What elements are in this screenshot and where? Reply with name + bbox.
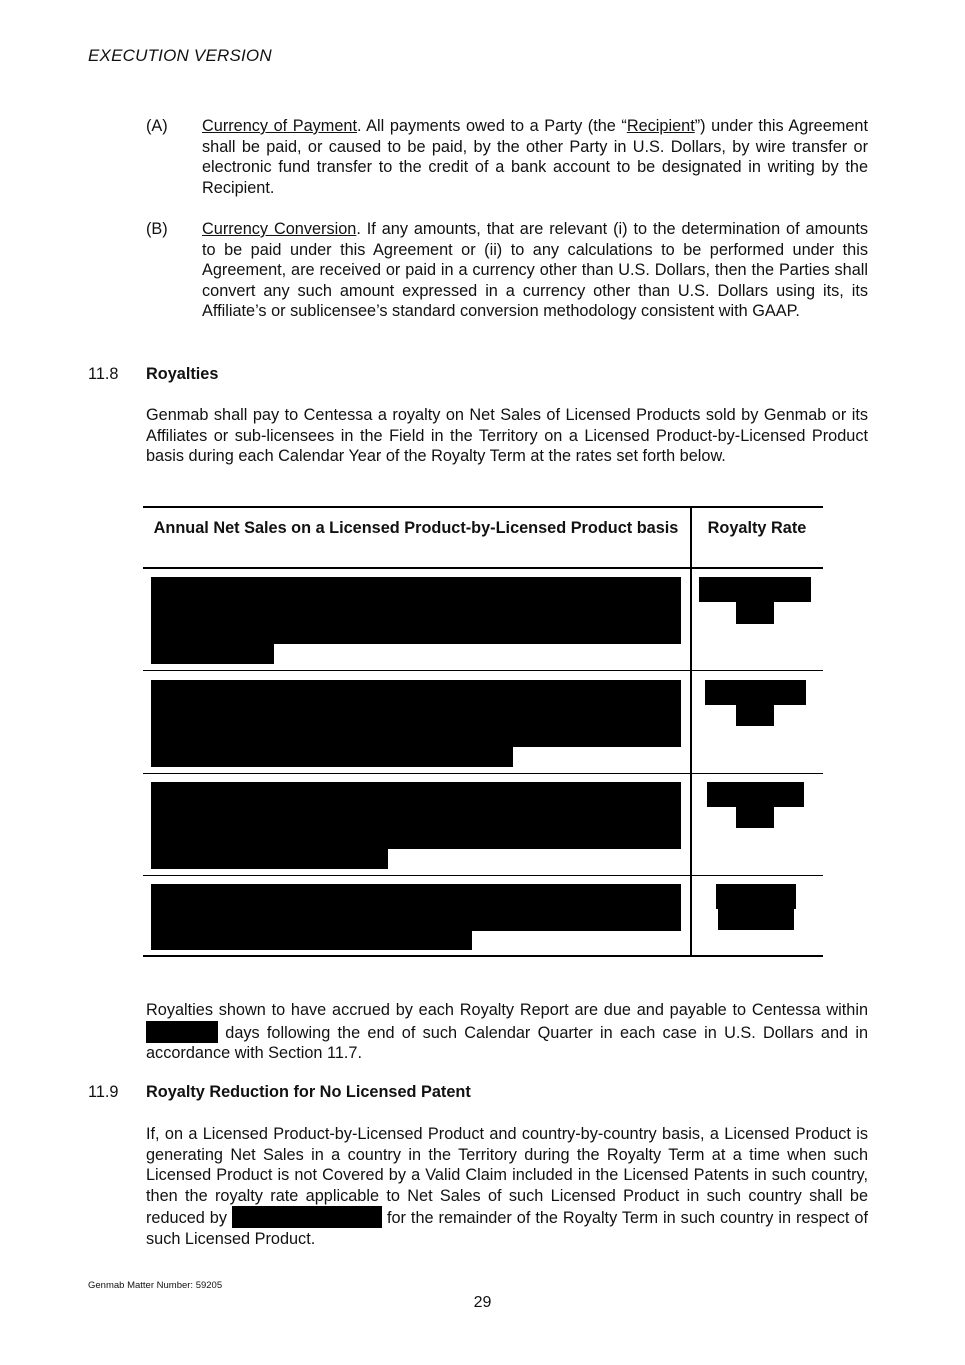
- redacted-royalty-rate: [736, 602, 774, 624]
- section-11-9-text-1: If, on a Licensed Product-by-Licensed Product and country-by-country basis, a Licensed Product is generating Net Sales in a country in the Territory during the Royalty Term at a time when such Licensed Product is not Covered by a Valid Claim included in the Licensed Patents in such country, then the royalty rate applicable to Net Sales of such Licensed Product in such country shall be reduced by: [146, 1125, 868, 1228]
- section-11-8-number: 11.8: [88, 365, 119, 383]
- table-header-net-sales: Annual Net Sales on a Licensed Product-by-Licensed Product basis: [153, 519, 679, 537]
- redacted-royalty-rate: [716, 884, 796, 909]
- redacted-net-sales-tier: [151, 931, 472, 950]
- redacted-reduction-amount: [232, 1206, 382, 1228]
- redacted-royalty-rate: [736, 705, 774, 726]
- table-column-divider: [690, 506, 692, 957]
- matter-number-footer: Genmab Matter Number: 59205: [88, 1280, 223, 1291]
- section-11-9-text-2: for the remainder of the Royalty Term in such country in respect of such Licensed Product.: [146, 1209, 868, 1248]
- redacted-net-sales-tier: [151, 577, 681, 644]
- redacted-net-sales-tier: [151, 747, 513, 767]
- redacted-royalty-rate: [705, 680, 806, 705]
- royalty-payment-paragraph: [146, 1000, 868, 1064]
- section-11-8-title: Royalties: [146, 365, 219, 383]
- page-number: 29: [473, 1294, 492, 1311]
- section-b-label: (B): [146, 220, 168, 238]
- table-row-rule: [143, 875, 823, 876]
- redacted-royalty-rate: [699, 577, 811, 602]
- section-b-paragraph: [202, 219, 868, 322]
- table-bottom-rule: [143, 955, 823, 957]
- section-b-title: Currency Conversion: [202, 220, 357, 238]
- redacted-royalty-rate: [707, 782, 804, 807]
- section-11-9-number: 11.9: [88, 1083, 119, 1101]
- document-version-header: EXECUTION VERSION: [88, 46, 272, 65]
- section-a-text-1: . All payments owed to a Party (the “: [357, 117, 627, 135]
- section-b-text: . If any amounts, that are relevant (i) to the determination of amounts to be paid under this Agreement or (ii) to any calculations to be performed under this Agreement, are received or paid in a currency other than U.S. Dollars, then the Parties shall convert any such amount expressed in a currency other than U.S. Dollars using its, its Affiliate’s or sublicensee’s standard conversion methodology consistent with GAAP.: [202, 220, 868, 321]
- section-a-paragraph: [202, 116, 868, 198]
- redacted-royalty-rate: [718, 909, 794, 930]
- section-a-text-2: ”) under this Agreement shall be paid, or caused to be paid, by the other Party in U.S. Dollars, by wire transfer or electronic fund transfer to the credit of a bank account to be designated in writing by the Recipient.: [202, 117, 868, 197]
- royalty-payment-text-1: Royalties shown to have accrued by each Royalty Report are due and payable to Centessa within: [146, 1001, 868, 1019]
- table-header-rule: [143, 567, 823, 569]
- table-top-rule: [143, 506, 823, 508]
- table-row-rule: [143, 773, 823, 774]
- section-11-8-intro: Genmab shall pay to Centessa a royalty on Net Sales of Licensed Products sold by Genmab or its Affiliates or sub-licensees in the Field in the Territory on a Licensed Product-by-Licensed Product basis during each Calendar Year of the Royalty Term at the rates set forth below.: [146, 406, 868, 466]
- redacted-net-sales-tier: [151, 884, 681, 931]
- section-11-9-paragraph: [146, 1124, 868, 1250]
- redacted-net-sales-tier: [151, 849, 388, 869]
- section-11-9-title: Royalty Reduction for No Licensed Patent: [146, 1083, 471, 1101]
- redacted-net-sales-tier: [151, 644, 274, 664]
- royalty-payment-text-2: days following the end of such Calendar Quarter in each case in U.S. Dollars and in accordance with Section 11.7.: [146, 1023, 868, 1063]
- redacted-net-sales-tier: [151, 680, 681, 747]
- table-row-rule: [143, 670, 823, 671]
- redacted-days: [146, 1021, 218, 1043]
- redacted-net-sales-tier: [151, 782, 681, 849]
- table-header-royalty-rate: Royalty Rate: [707, 519, 807, 537]
- section-a-label: (A): [146, 117, 168, 135]
- recipient-defined-term: Recipient: [626, 117, 695, 135]
- section-a-title: Currency of Payment: [202, 117, 357, 135]
- redacted-royalty-rate: [736, 807, 774, 828]
